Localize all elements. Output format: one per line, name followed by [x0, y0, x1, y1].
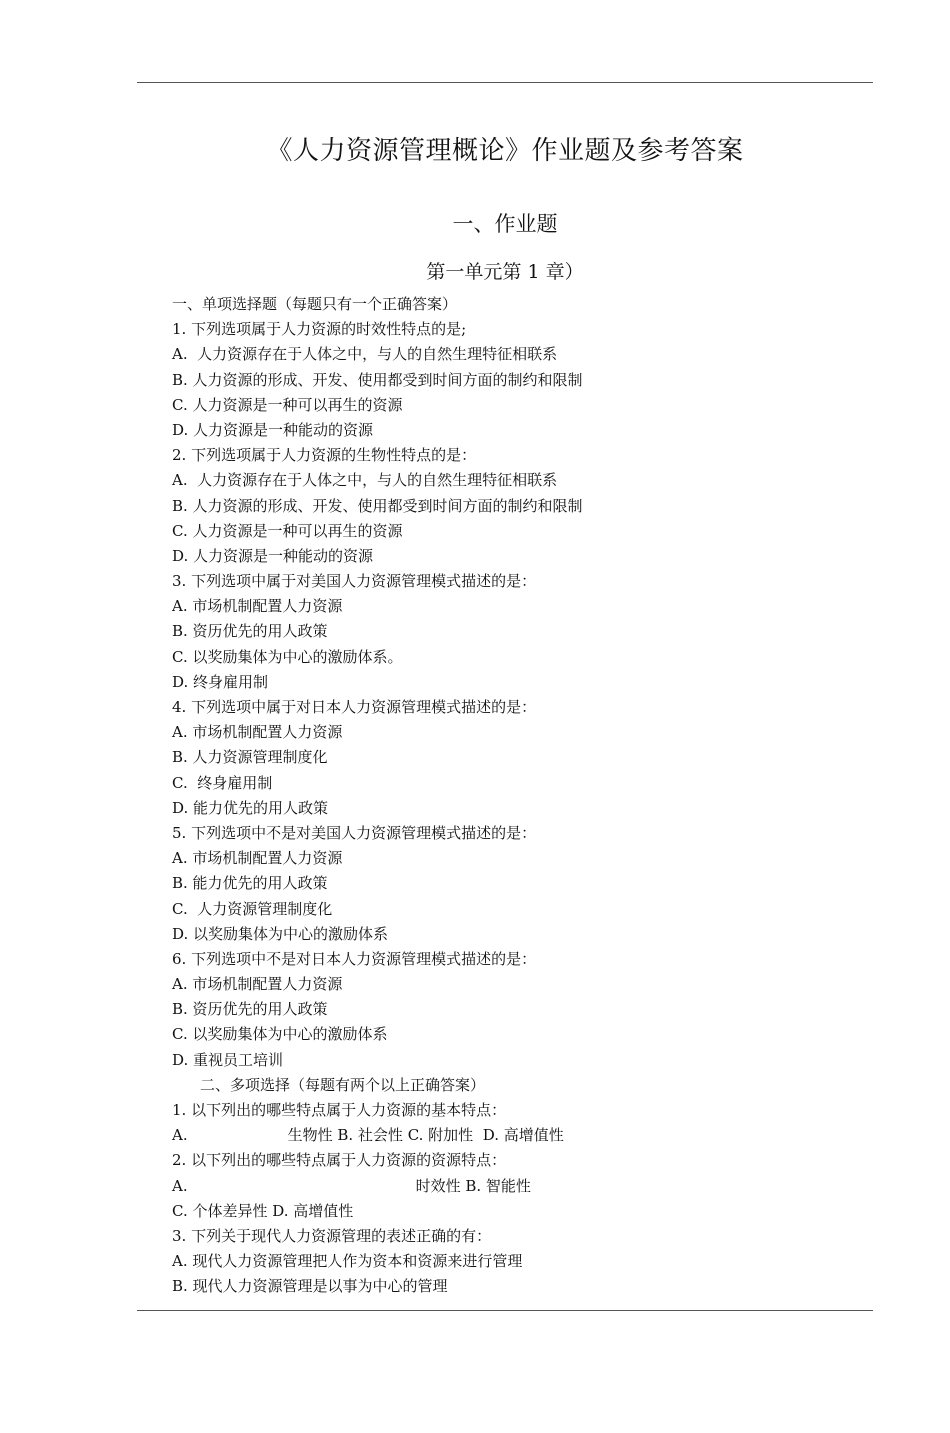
option-line: B. 资历优先的用人政策	[172, 622, 328, 641]
option-text: 时效性 B. 智能性	[415, 1176, 531, 1195]
option-line: A. 人力资源存在于人体之中，与人的自然生理特征相联系	[172, 471, 558, 490]
option-line: C. 人力资源管理制度化	[172, 899, 333, 918]
option-line: A. 市场机制配置人力资源	[172, 597, 343, 616]
option-line	[172, 1123, 872, 1148]
option-line: D. 人力资源是一种能动的资源	[172, 546, 374, 565]
unit-heading: 第一单元第 1 章）	[426, 261, 584, 283]
option-line: C. 个体差异性 D. 高增值性	[172, 1201, 354, 1220]
single-choice-list	[172, 317, 872, 1073]
document-body	[172, 292, 872, 1300]
option-line: C. 以奖励集体为中心的激励体系	[172, 1025, 388, 1044]
option-line: B. 人力资源的形成、开发、使用都受到时间方面的制约和限制	[172, 370, 583, 389]
option-line: C. 人力资源是一种可以再生的资源	[172, 521, 403, 540]
option-line: D. 人力资源是一种能动的资源	[172, 420, 374, 439]
option-line: C. 终身雇用制	[172, 773, 273, 792]
option-line: D. 以奖励集体为中心的激励体系	[172, 924, 389, 943]
option-label: A.	[172, 1126, 188, 1145]
multiple-choice-heading: 二、多项选择（每题有两个以上正确答案）	[200, 1075, 486, 1094]
question-text: 5. 下列选项中不是对美国人力资源管理模式描述的是：	[172, 823, 537, 842]
option-line: D. 能力优先的用人政策	[172, 798, 329, 817]
option-line: D. 重视员工培训	[172, 1050, 284, 1069]
option-line: B. 现代人力资源管理是以事为中心的管理	[172, 1277, 448, 1296]
option-line: C. 人力资源是一种可以再生的资源	[172, 395, 403, 414]
section-heading: 一、作业题	[452, 212, 558, 236]
question-text: 2. 以下列出的哪些特点属于人力资源的资源特点：	[172, 1151, 507, 1170]
question-text: 4. 下列选项中属于对日本人力资源管理模式描述的是：	[172, 698, 537, 716]
option-line: B. 资历优先的用人政策	[172, 1000, 328, 1019]
option-line: B. 人力资源的形成、开发、使用都受到时间方面的制约和限制	[172, 496, 583, 515]
document-title: 《人力资源管理概论》作业题及参考答案	[266, 136, 744, 166]
header-rule	[137, 82, 873, 83]
question-text: 2. 下列选项属于人力资源的生物性特点的是：	[172, 446, 477, 465]
footer-rule	[137, 1310, 873, 1311]
option-text: 生物性 B. 社会性 C. 附加性 D. 高增值性	[287, 1126, 564, 1145]
option-label: A.	[172, 1176, 188, 1195]
option-line: A. 市场机制配置人力资源	[172, 723, 343, 742]
option-line: B. 人力资源管理制度化	[172, 748, 328, 767]
option-line: A. 市场机制配置人力资源	[172, 975, 343, 994]
option-line: B. 能力优先的用人政策	[172, 874, 328, 893]
question-text: 3. 下列选项中属于对美国人力资源管理模式描述的是：	[172, 572, 537, 591]
question-text: 1. 下列选项属于人力资源的时效性特点的是;	[172, 320, 467, 339]
option-line: D. 终身雇用制	[172, 672, 269, 691]
single-choice-heading: 一、单项选择题（每题只有一个正确答案）	[172, 295, 458, 313]
option-line: A. 市场机制配置人力资源	[172, 849, 343, 868]
question-text: 6. 下列选项中不是对日本人力资源管理模式描述的是：	[172, 949, 537, 968]
question-text: 1. 以下列出的哪些特点属于人力资源的基本特点：	[172, 1101, 507, 1119]
option-line: A. 现代人力资源管理把人作为资本和资源来进行管理	[172, 1252, 523, 1271]
question-text: 3. 下列关于现代人力资源管理的表述正确的有：	[172, 1226, 492, 1245]
option-line: C. 以奖励集体为中心的激励体系。	[172, 647, 403, 666]
option-line: A. 人力资源存在于人体之中，与人的自然生理特征相联系	[172, 345, 558, 364]
option-line	[172, 1174, 872, 1199]
